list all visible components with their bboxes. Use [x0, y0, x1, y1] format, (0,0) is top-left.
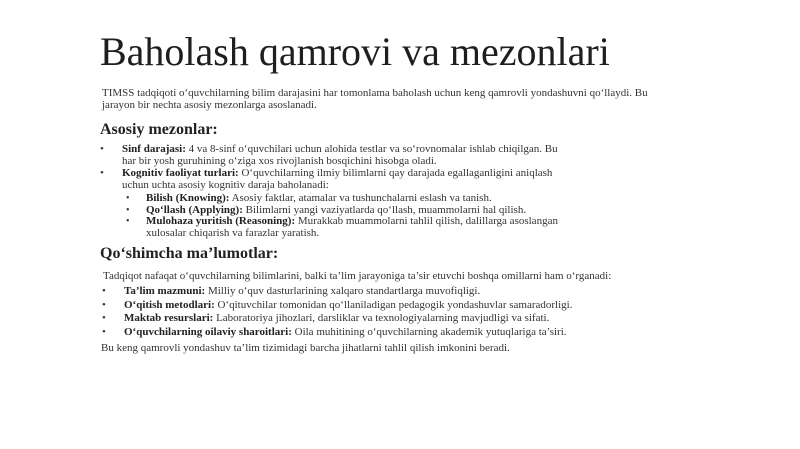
cognitive-level-text: Murakkab muammolarni tahlil qilish, dalillarga asoslangan xulosalar chiqarish va farazlar yaratish.	[146, 215, 558, 239]
intro-paragraph: TIMSS tadqiqoti o‘quvchilarning bilim darajasini har tomonlama baholash uchun keng qamrovli yondashuvni qo‘llaydi. Bu jarayon bir nechta asosiy mezonlarga asoslanadi.	[102, 87, 648, 111]
criteria-item-label: Kognitiv faoliyat turlari:	[122, 167, 239, 179]
extra-item-text: Milliy o‘quv dasturlarining xalqaro standartlarga muvofiqligi.	[205, 285, 481, 297]
extra-item-text: Laboratoriya jihozlari, darsliklar va texnologiyalarning mavjudligi va sifati.	[213, 312, 550, 324]
bullet-icon: •	[100, 143, 104, 155]
extra-item-text: O‘qituvchilar tomonidan qo‘llaniladigan pedagogik yondashuvlar samaradorligi.	[214, 298, 573, 311]
bullet-icon: •	[102, 312, 106, 324]
bullet-icon: •	[102, 285, 106, 297]
extra-item-label: O‘qitish metodlari:	[124, 298, 215, 311]
cognitive-level-label: Bilish (Knowing):	[146, 192, 230, 204]
extra-item-teaching-methods	[102, 298, 644, 312]
cognitive-level-text: Bilimlarni yangi vaziyatlarda qo‘llash, muammolarni hal qilish.	[242, 203, 527, 216]
extra-item-family-conditions	[102, 325, 644, 339]
cognitive-level-label: Mulohaza yuritish (Reasoning):	[146, 215, 296, 227]
extra-item-curriculum	[102, 285, 644, 298]
cognitive-level-label: Qo‘llash (Applying):	[146, 203, 243, 216]
criteria-heading: Asosiy mezonlar:	[100, 121, 218, 138]
bullet-icon: •	[126, 204, 130, 216]
criteria-item-label: Sinf darajasi:	[122, 143, 186, 155]
cognitive-level-reasoning	[126, 215, 562, 239]
criteria-list	[100, 143, 562, 240]
extra-item-label: Maktab resurslari:	[124, 312, 214, 324]
bullet-icon: •	[102, 298, 106, 311]
extra-item-text: Oila muhitining o‘quvchilarning akademik yutuqlariga ta’siri.	[291, 325, 567, 338]
criteria-item-cognitive	[100, 167, 562, 239]
cognitive-levels-list	[122, 193, 562, 239]
extra-lead-paragraph: Tadqiqot nafaqat o‘quvchilarning bilimlarini, balki ta’lim jarayoniga ta’sir etuvchi boshqa omillarni ham o‘rganadi:	[103, 270, 612, 282]
bullet-icon: •	[102, 325, 106, 338]
criteria-item-text: 4 va 8-sinf o‘quvchilari uchun alohida testlar va so‘rovnomalar ishlab chiqilgan. Bu har bir yosh guruhining o‘ziga xos rivojlanish bosqichini hisobga oladi.	[122, 143, 558, 167]
bullet-icon: •	[126, 193, 130, 204]
extra-heading: Qo‘shimcha ma’lumotlar:	[100, 245, 279, 262]
bullet-icon: •	[100, 167, 104, 179]
slide-title: Baholash qamrovi va mezonlari	[100, 29, 610, 74]
extra-item-label: Ta’lim mazmuni:	[124, 285, 206, 297]
bullet-icon: •	[126, 216, 130, 227]
extra-list	[102, 285, 644, 340]
criteria-item-grade-level	[100, 143, 562, 167]
closing-paragraph: Bu keng qamrovli yondashuv ta’lim tizimidagi barcha jihatlarni tahlil qilish imkonini beradi.	[101, 342, 510, 354]
extra-item-school-resources	[102, 312, 644, 325]
criteria-item-text: O‘quvchilarning ilmiy bilimlarni qay darajada egallaganligini aniqlash uchun uchta asosiy kognitiv daraja baholanadi:	[122, 167, 553, 191]
extra-item-label: O‘quvchilarning oilaviy sharoitlari:	[124, 325, 292, 338]
cognitive-level-text: Asosiy faktlar, atamalar va tushunchalarni eslash va tanish.	[229, 192, 492, 204]
